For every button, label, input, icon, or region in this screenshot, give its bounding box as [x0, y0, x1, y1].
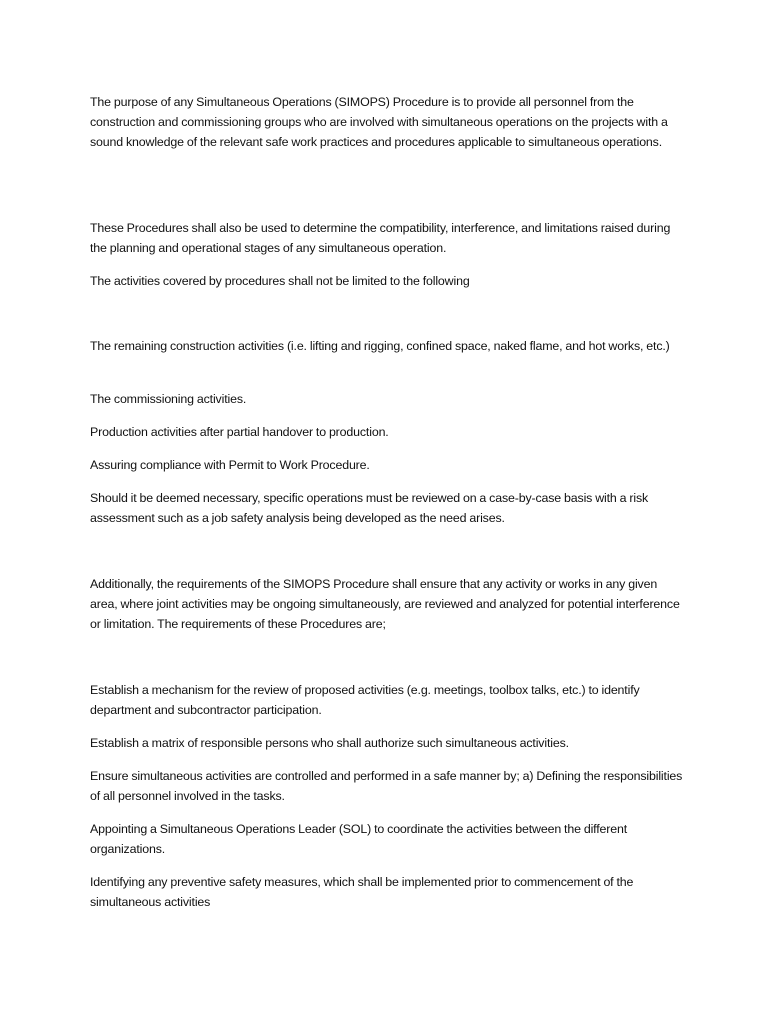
paragraph-activities-intro: The activities covered by procedures shall not be limited to the following: [90, 274, 470, 288]
paragraph-sol-appointment: Appointing a Simultaneous Operations Leader (SOL) to coordinate the activities between the different organizations.: [90, 822, 628, 856]
paragraph-compatibility: These Procedures shall also be used to determine the compatibility, interference, and limitations raised during the planning and operational stages of any simultaneous operation.: [90, 221, 671, 255]
paragraph-production-activities: Production activities after partial handover to production.: [90, 425, 389, 439]
paragraph-requirements: Additionally, the requirements of the SIMOPS Procedure shall ensure that any activity or works in any given area, where joint activities may be ongoing simultaneously, are reviewed and analyzed for potential interference or limitation. The requirements of these Procedures are;: [90, 577, 680, 631]
paragraph-construction-activities: The remaining construction activities (i.e. lifting and rigging, confined space, naked flame, and hot works, etc.): [90, 339, 670, 353]
paragraph-review-mechanism: Establish a mechanism for the review of proposed activities (e.g. meetings, toolbox talks, etc.) to identify department and subcontractor participation.: [90, 683, 640, 717]
paragraph-responsibility-matrix: Establish a matrix of responsible persons who shall authorize such simultaneous activities.: [90, 736, 569, 750]
paragraph-safe-manner: Ensure simultaneous activities are controlled and performed in a safe manner by; a) Defining the responsibilities of all personnel involved in the tasks.: [90, 769, 683, 803]
paragraph-risk-assessment: Should it be deemed necessary, specific operations must be reviewed on a case-by-case basis with a risk assessment such as a job safety analysis being developed as the need arises.: [90, 491, 649, 525]
paragraph-commissioning-activities: The commissioning activities.: [90, 392, 247, 406]
paragraph-purpose: The purpose of any Simultaneous Operations (SIMOPS) Procedure is to provide all personnel from the construction and commissioning groups who are involved with simultaneous operations on the projects with a sound knowledge of the relevant safe work practices and procedures applicable to simultaneous operations.: [90, 95, 668, 149]
paragraph-permit-to-work: Assuring compliance with Permit to Work Procedure.: [90, 458, 370, 472]
paragraph-preventive-measures: Identifying any preventive safety measures, which shall be implemented prior to commencement of the simultaneous activities: [90, 875, 634, 909]
